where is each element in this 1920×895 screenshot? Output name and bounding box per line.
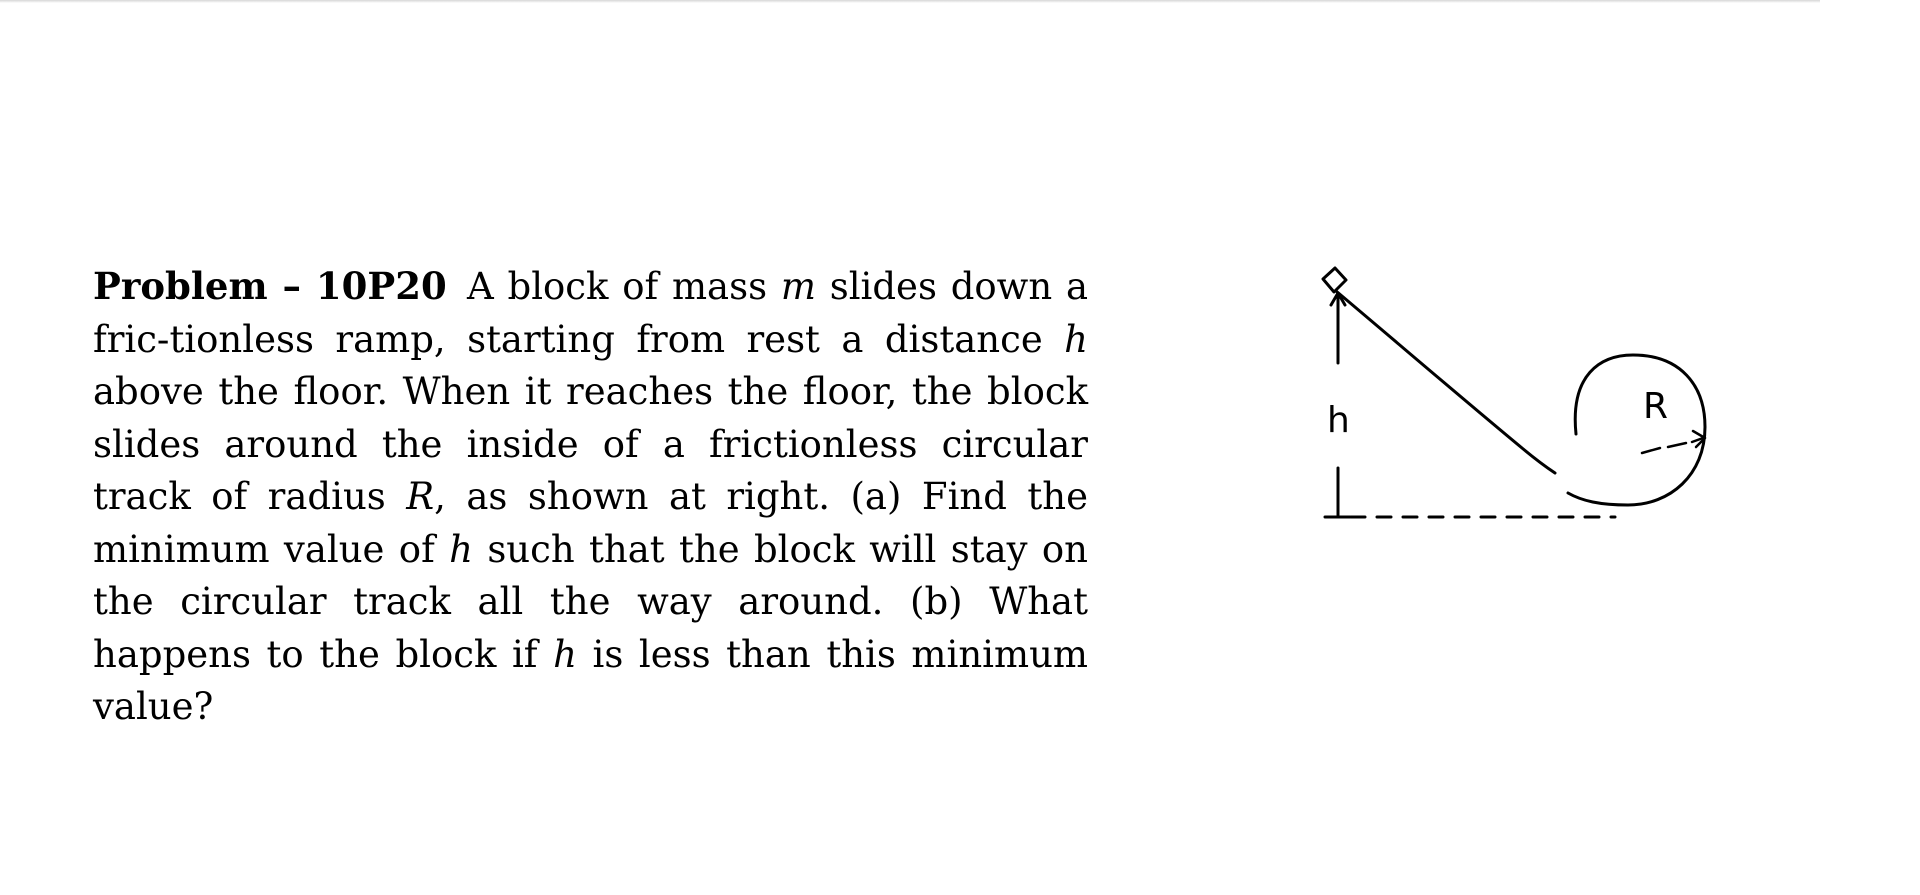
- height-label: h: [1327, 400, 1350, 441]
- problem-text: A block of mass: [467, 265, 781, 308]
- problem-statement: [93, 260, 1088, 734]
- radius-arrow: [1642, 438, 1703, 453]
- variable-h: h: [1064, 317, 1088, 361]
- problem-text: slides down a fric-tionless ramp, starting from rest a distance: [93, 265, 1088, 361]
- ramp-loop-diagram: [1300, 255, 1760, 545]
- variable-m: m: [780, 265, 816, 308]
- problem-label: Problem – 10P20: [93, 264, 447, 308]
- loop-track: [1568, 355, 1705, 505]
- ramp-line: [1336, 291, 1555, 473]
- problem-text: is less than this minimum value?: [93, 632, 1088, 728]
- diagram-svg: [1300, 255, 1760, 545]
- problem-text: such that the block will stay on the circular track all the way around. (b) What happens to the block if: [93, 527, 1089, 676]
- block-shape: [1323, 268, 1346, 292]
- variable-h: h: [553, 632, 577, 676]
- problem-text: , as shown at right. (a) Find the minimum value of: [93, 475, 1088, 571]
- radius-label: R: [1643, 386, 1669, 427]
- variable-h: h: [449, 527, 473, 571]
- top-border-shadow: [0, 0, 1820, 3]
- variable-r: R: [406, 475, 435, 518]
- problem-text: above the floor. When it reaches the floor, the block slides around the inside of a frictionless circular track of radius: [93, 370, 1088, 518]
